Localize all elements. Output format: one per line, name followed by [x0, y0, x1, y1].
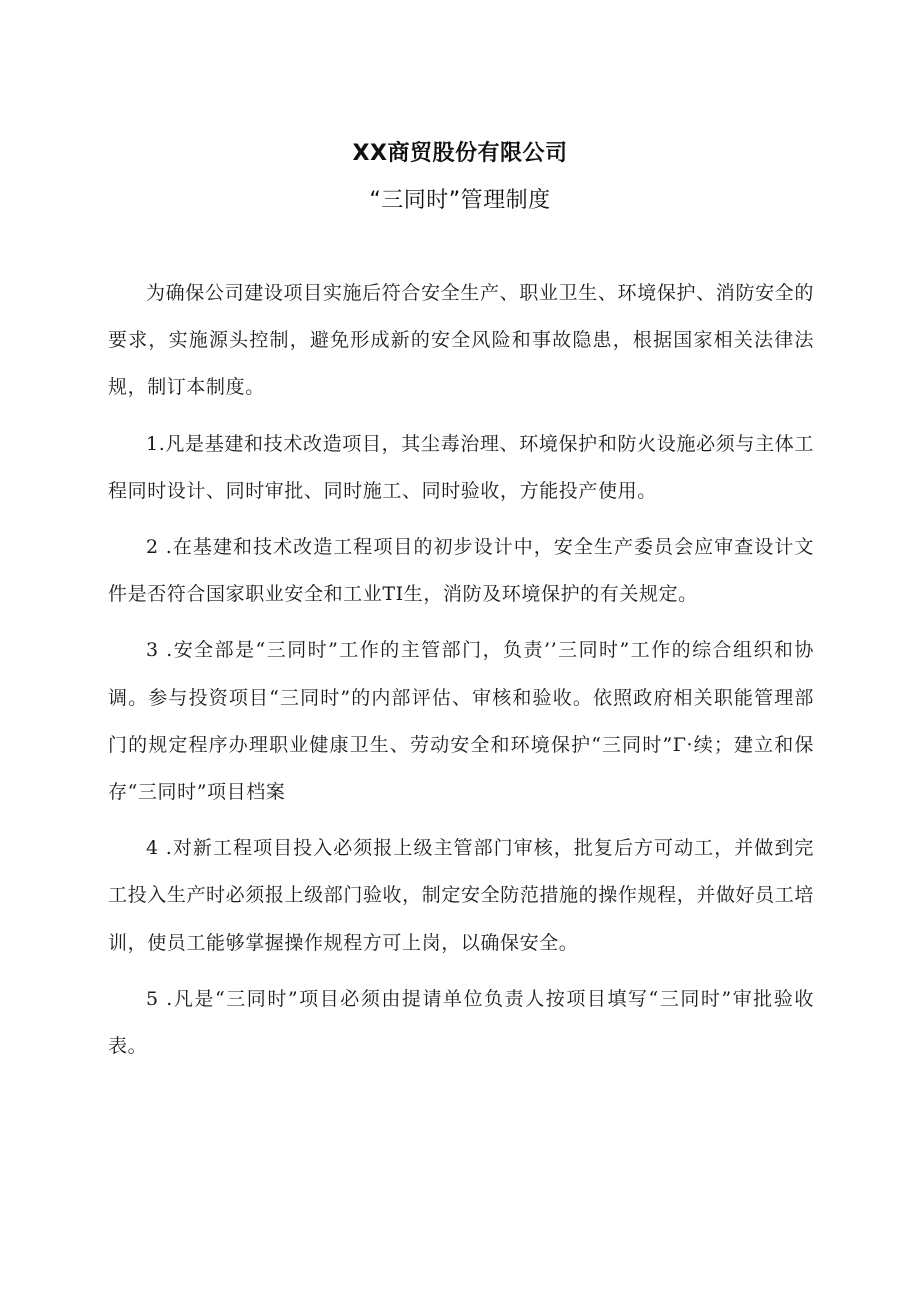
clause-1: 1.凡是基建和技术改造项目，其尘毒治理、环境保护和防火设施必须与主体工程同时设计、同时审批、同时施工、同时验收，方能投产使用。	[108, 432, 814, 502]
document-subtitle: “三同时”管理制度	[369, 188, 551, 213]
company-title: XX商贸股份有限公司	[352, 141, 568, 166]
clause-2: 2 .在基建和技术改造工程项目的初步设计中，安全生产委员会应审查设计文件是否符合国家职业安全和工业TI生，消防及环境保护的有关规定。	[108, 536, 814, 606]
intro-paragraph: 为确保公司建设项目实施后符合安全生产、职业卫生、环境保护、消防安全的要求，实施源头控制，避免形成新的安全风险和事故隐患，根据国家相关法律法规，制订本制度。	[108, 282, 814, 399]
clause-3: 3 .安全部是“三同时”工作的主管部门，负责’’三同时”工作的综合组织和协调。参与投资项目“三同时”的内部评估、审核和验收。依照政府相关职能管理部门的规定程序办理职业健康卫生、劳动安全和环境保护“三同时”Γ·续；建立和保存“三同时”项目档案	[108, 639, 814, 804]
clause-5: 5 .凡是“三同时”项目必须由提请单位负责人按项目填写“三同时”审批验收表。	[108, 987, 814, 1058]
clause-4: 4 .对新工程项目投入必须报上级主管部门审核，批复后方可动工，并做到完工投入生产时必须报上级部门验收，制定安全防范措施的操作规程，并做好员工培训，使员工能够掌握操作规程方可上岗，以确保安全。	[108, 837, 814, 954]
document-body	[108, 270, 814, 1079]
